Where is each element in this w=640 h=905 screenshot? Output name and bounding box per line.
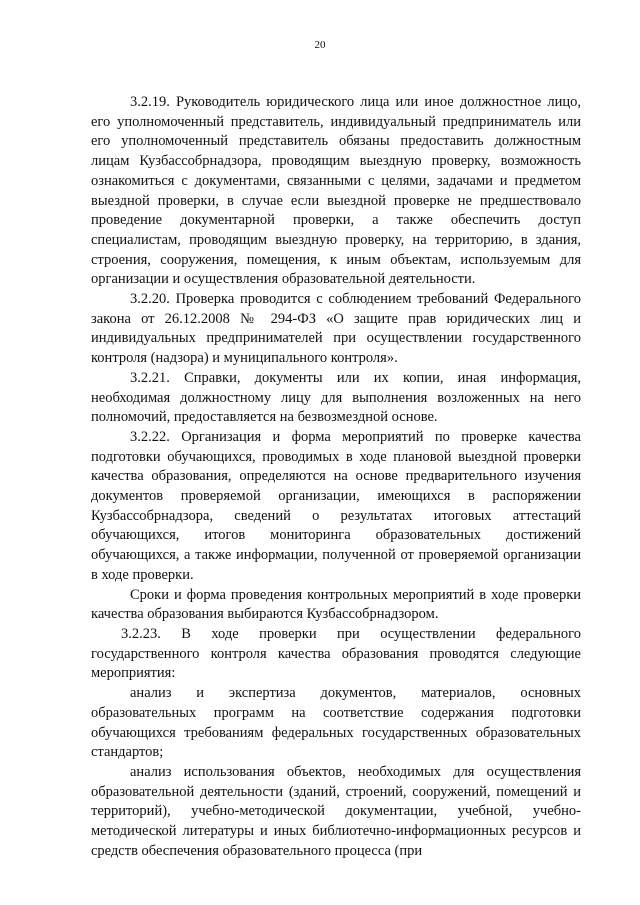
list-item-objects-analysis: анализ использования объектов, необходимых для осуществления образовательной деятельности (зданий, строений, сооружений, помещений и территорий), учебно-методической документации, учебной, учебно-методической литературы и иных библиотечно-информационных ресурсов и средств обеспечения образовательного процесса (при [91,763,581,859]
document-body [91,93,581,861]
list-item-document-analysis: анализ и экспертиза документов, материалов, основных образовательных программ на соответствие содержания подготовки обучающихся требованиям федеральных государственных образовательных стандартов; [91,685,581,761]
paragraph-3-2-20: 3.2.20. Проверка проводится с соблюдением требований Федерального закона от 26.12.2008 № 294-ФЗ «О защите прав юридических лиц и индивидуальных предпринимателей при осуществлении государственного контроля (надзора) и муниципального контроля». [91,291,581,367]
page-number: 20 [314,39,326,51]
paragraph-terms-and-form: Сроки и форма проведения контрольных мероприятий в ходе проверки качества образования выбираются Кузбассобрнадзором. [91,586,581,623]
paragraph-3-2-21: 3.2.21. Справки, документы или их копии, иная информация, необходимая должностному лицу для выполнения возложенных на него полномочий, предоставляется на безвозмездной основе. [91,369,581,426]
paragraph-3-2-23: 3.2.23. В ходе проверки при осуществлении федерального государственного контроля качества образования проводятся следующие мероприятия: [91,625,581,682]
paragraph-3-2-22: 3.2.22. Организация и форма мероприятий по проверке качества подготовки обучающихся, проводимых в ходе плановой выездной проверки качества образования, определяются на основе предварительного изучения документов проверяемой организации, имеющихся в распоряжении Кузбассобрнадзора, сведений о результатах итоговых аттестаций обучающихся, итогов мониторинга образовательных достижений обучающихся, а также информации, полученной от проверяемой организации в ходе проверки. [91,428,581,583]
paragraph-3-2-19: 3.2.19. Руководитель юридического лица или иное должностное лицо, его уполномоченный представитель, индивидуальный предприниматель или его уполномоченный представитель обязаны предоставить должностным лицам Кузбассобрнадзора, проводящим выездную проверку, возможность ознакомиться с документами, связанными с целями, задачами и предметом выездной проверки, в случае если выездной проверке не предшествовало проведение документарной проверки, а также обеспечить доступ специалистам, проводящим выездную проверку, на территорию, в здания, строения, сооружения, помещения, к иным объектам, используемым для организации и осуществления образовательной деятельности. [91,94,581,288]
